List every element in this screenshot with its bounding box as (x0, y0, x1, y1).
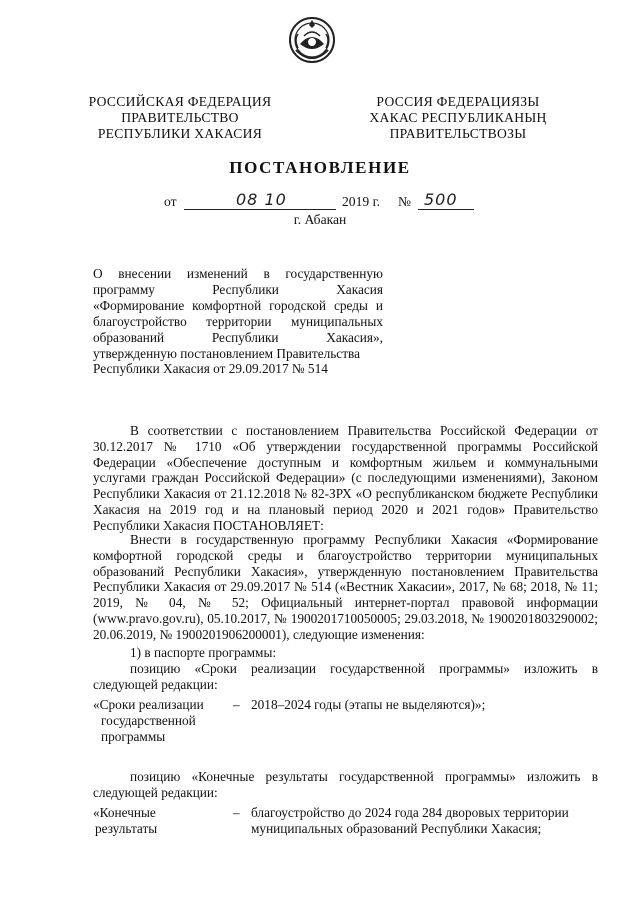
subject-line: «Формирование комфортной городской среды и (93, 297, 383, 313)
date-year: 2019 г. (342, 194, 381, 209)
header-right-block (358, 94, 558, 142)
paragraph-sroki: позицию «Сроки реализации государственной программы» изложить в следующей редакции: (93, 661, 598, 692)
table2-left-line: «Конечные (93, 805, 156, 820)
city-line: г. Абакан (293, 212, 347, 227)
handwritten-date: 08 10 (236, 190, 287, 209)
handwritten-number: 500 (424, 190, 458, 209)
paragraph-preamble: В соответствии с постановлением Правительства Российской Федерации от 30.12.2017 № 1710 «Об утверждении государственной программы Российской Федерации «Обеспечение доступным и комфортным жильем и коммунальными услугами граждан Российской Федерации» (с последующими изменениями), Законом Республики Хакасия от 21.12.2018 № 82-ЗРХ «О республиканском бюджете Республики Хакасия на 2019 год и на плановый период 2020 и 2021 годов» Правительство Республики Хакасия ПОСТАНОВЛЯЕТ: (93, 423, 598, 533)
subject-line: О внесении изменений в государственную (93, 266, 383, 281)
table2-left-line: результаты (95, 820, 158, 836)
table2-right-cell (251, 805, 601, 837)
subject-line: Республики Хакасия от 29.09.2017 № 514 (93, 361, 328, 377)
date-underline (184, 209, 336, 210)
coat-of-arms-emblem (288, 14, 336, 66)
subject-line: образований Республики Хакасия», (93, 329, 383, 345)
document-title: ПОСТАНОВЛЕНИЕ (229, 158, 411, 177)
header-left-line: ПРАВИТЕЛЬСТВО (121, 110, 239, 125)
header-right-line: ХАКАС РЕСПУБЛИКАНЫҢ (369, 110, 547, 125)
header-left-block (80, 94, 280, 142)
subject-line: утвержденную постановлением Правительства (93, 345, 361, 361)
table1-left-line: «Сроки реализации (93, 697, 204, 712)
table1-left-cell (93, 697, 223, 744)
table1-left-line: программы (101, 728, 166, 744)
subject-block (93, 266, 383, 377)
number-underline (418, 209, 474, 210)
table2-left-cell (93, 805, 223, 837)
table1-left-line: государственной (101, 712, 196, 728)
subject-line: благоустройство территории муниципальных (93, 313, 383, 329)
subject-line: программу Республики Хакасия (93, 281, 383, 297)
table1-right-cell: 2018–2024 годы (этапы не выделяются)»; (251, 697, 486, 712)
date-prefix: от (164, 194, 177, 209)
number-sign: № (398, 194, 411, 209)
table1-dash: – (233, 697, 240, 712)
header-left-line: РОССИЙСКАЯ ФЕДЕРАЦИЯ (88, 94, 272, 109)
header-left-line: РЕСПУБЛИКИ ХАКАСИЯ (97, 126, 263, 141)
table2-dash: – (233, 805, 240, 820)
table2-right-line: благоустройство до 2024 года 284 дворовых территории (251, 805, 569, 820)
table2-right-line: муниципальных образований Республики Хакасия; (251, 820, 542, 836)
header-right-line: РОССИЯ ФЕДЕРАЦИЯЗЫ (376, 94, 540, 109)
paragraph-amendment: Внести в государственную программу Республики Хакасия «Формирование комфортной городской среды и благоустройство территории муниципальных образований Республики Хакасия», утвержденную постановлением Правительства Республики Хакасия от 29.09.2017 № 514 («Вестник Хакасии», 2017, № 68; 2018, № 11; 2019, № 04, № 52; Официальный интернет-портал правовой информации (www.pravo.gov.ru), 05.10.2017, № 1900201710050005; 29.03.2018, № 1900201803290002; 20.06.2019, № 1900201906200001), следующие изменения: (93, 532, 598, 642)
paragraph-konech: позицию «Конечные результаты государственной программы» изложить в следующей редакции: (93, 769, 598, 800)
item-1: 1) в паспорте программы: (130, 645, 277, 660)
header-right-line: ПРАВИТЕЛЬСТВОЗЫ (389, 126, 527, 141)
